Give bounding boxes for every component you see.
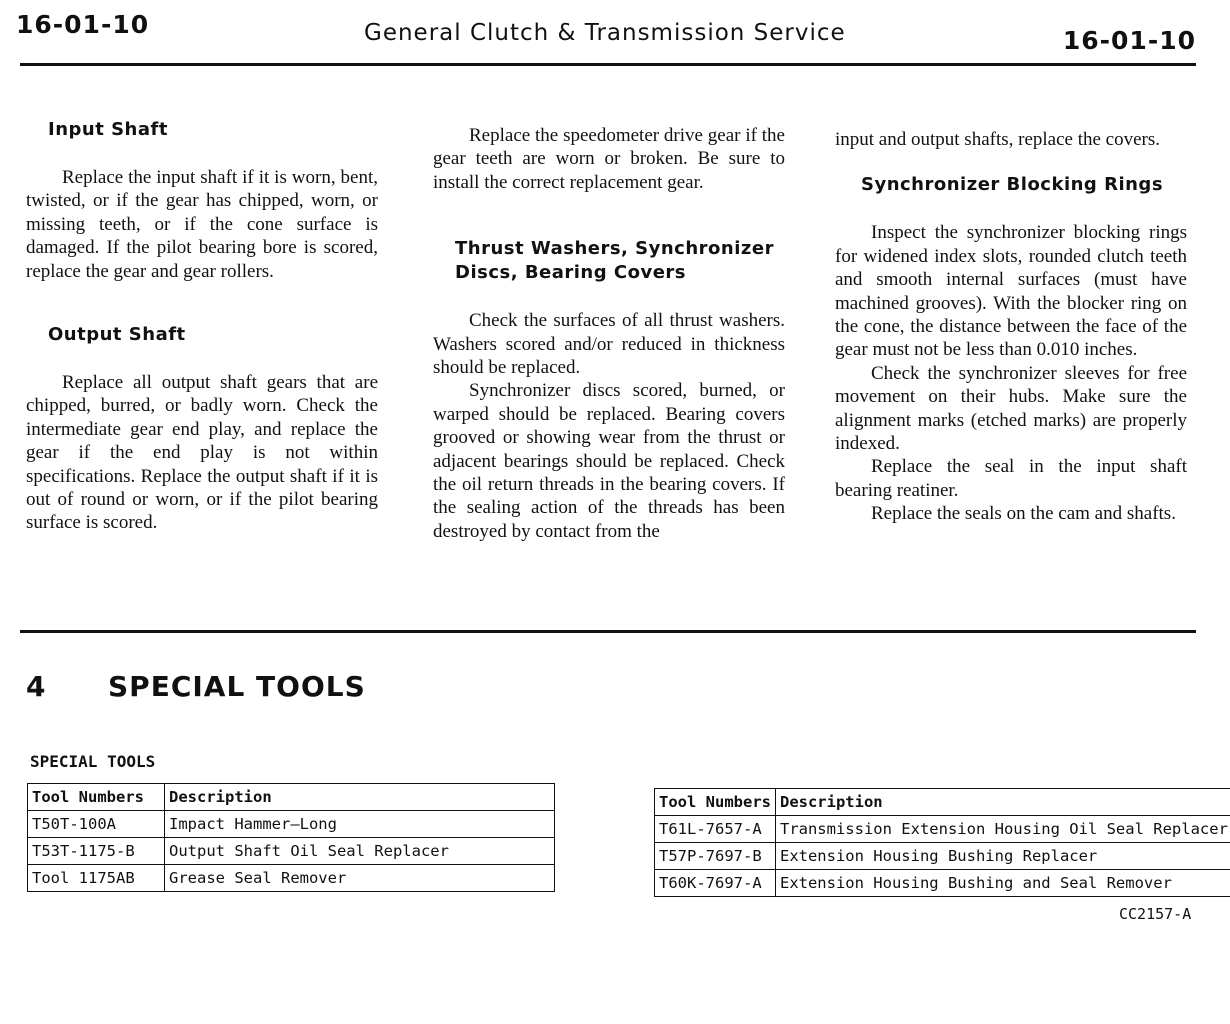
tool-number-cell: Tool 1175AB xyxy=(28,865,165,892)
tool-description-cell: Extension Housing Bushing Replacer xyxy=(775,843,1230,870)
table-row xyxy=(28,838,555,865)
page-number-left: 16-01-10 xyxy=(16,10,150,39)
column-2 xyxy=(433,124,785,543)
cam-seals-paragraph: Replace the seals on the cam and shafts. xyxy=(871,503,1176,525)
table-row xyxy=(28,865,555,892)
synchronizer-discs-paragraph: Synchronizer discs scored, burned, or warped should be replaced. Bearing covers grooved or showing wear from the thrust or adjacent bearings should be replaced. Check the oil return threads in the bearing covers. If the sealing action of the threads has been destroyed by contact from the xyxy=(433,380,785,542)
tools-table-right xyxy=(654,788,1230,897)
tool-description-cell: Extension Housing Bushing and Seal Remover xyxy=(775,870,1230,897)
output-shaft-heading: Output Shaft xyxy=(48,324,186,346)
figure-code: CC2157-A xyxy=(1119,905,1192,923)
header-rule xyxy=(20,63,1196,66)
speedometer-gear-paragraph: Replace the speedometer drive gear if the gear teeth are worn or broken. Be sure to install the correct replacement gear. xyxy=(433,125,785,193)
table-row xyxy=(28,811,555,838)
thrust-washers-heading xyxy=(455,237,785,285)
covers-continuation-paragraph: input and output shafts, replace the covers. xyxy=(835,129,1161,150)
section-heading xyxy=(26,670,366,703)
output-shaft-paragraph: Replace all output shaft gears that are chipped, burred, or badly worn. Check the intermediate gear end play, and replace the gear if the end play is not within specifications. Replace the output shaft if it is out of round or worn, or if the pilot bearing surface is scored. xyxy=(26,372,378,534)
input-shaft-paragraph: Replace the input shaft if it is worn, bent, twisted, or if the gear has chipped, worn, or missing teeth, or if the cone surface is damaged. If the pilot bearing bore is scored, replace the gear and gear rollers. xyxy=(26,167,378,282)
description-header: Description xyxy=(775,789,1230,816)
tool-description-cell: Grease Seal Remover xyxy=(165,865,555,892)
thrust-heading-line-1: Thrust Washers, Synchronizer xyxy=(455,238,774,260)
section-rule xyxy=(20,630,1196,633)
synchronizer-rings-heading: Synchronizer Blocking Rings xyxy=(861,174,1164,196)
tool-description-cell: Impact Hammer—Long xyxy=(165,811,555,838)
column-3 xyxy=(835,128,1187,526)
table-header-row xyxy=(655,789,1230,816)
tools-table-left xyxy=(27,783,555,892)
section-title: SPECIAL TOOLS xyxy=(108,670,366,703)
page-number-right: 16-01-10 xyxy=(1062,26,1196,55)
tool-number-cell: T60K-7697-A xyxy=(655,870,776,897)
column-1 xyxy=(26,118,378,535)
thrust-heading-line-2: Discs, Bearing Covers xyxy=(455,262,687,284)
tool-number-header: Tool Numbers xyxy=(28,784,165,811)
sleeves-paragraph: Check the synchronizer sleeves for free movement on their hubs. Make sure the alignment marks (etched marks) are properly indexed. xyxy=(835,362,1187,455)
thrust-washers-paragraph: Check the surfaces of all thrust washers. Washers scored and/or reduced in thickness should be replaced. xyxy=(433,310,785,379)
table-row xyxy=(655,843,1230,870)
description-header: Description xyxy=(165,784,555,811)
tools-caption: SPECIAL TOOLS xyxy=(30,752,156,771)
input-shaft-heading: Input Shaft xyxy=(48,119,168,140)
tool-number-cell: T61L-7657-A xyxy=(655,816,776,843)
tool-number-cell: T50T-100A xyxy=(28,811,165,838)
page-title: General Clutch & Transmission Service xyxy=(364,20,846,46)
input-seal-paragraph: Replace the seal in the input shaft bearing reatiner. xyxy=(835,456,1187,501)
table-header-row xyxy=(28,784,555,811)
table-row xyxy=(655,870,1230,897)
tool-description-cell: Output Shaft Oil Seal Replacer xyxy=(165,838,555,865)
section-number: 4 xyxy=(26,670,47,703)
table-row xyxy=(655,816,1230,843)
tool-description-cell: Transmission Extension Housing Oil Seal Replacer xyxy=(775,816,1230,843)
tool-number-cell: T57P-7697-B xyxy=(655,843,776,870)
tool-number-header: Tool Numbers xyxy=(655,789,776,816)
tool-number-cell: T53T-1175-B xyxy=(28,838,165,865)
blocking-rings-paragraph: Inspect the synchronizer blocking rings for widened index slots, rounded clutch teeth and smooth internal surfaces (must have machined grooves). With the blocker ring on the cone, the distance between the face of the gear must not be less than 0.010 inches. xyxy=(835,222,1187,361)
